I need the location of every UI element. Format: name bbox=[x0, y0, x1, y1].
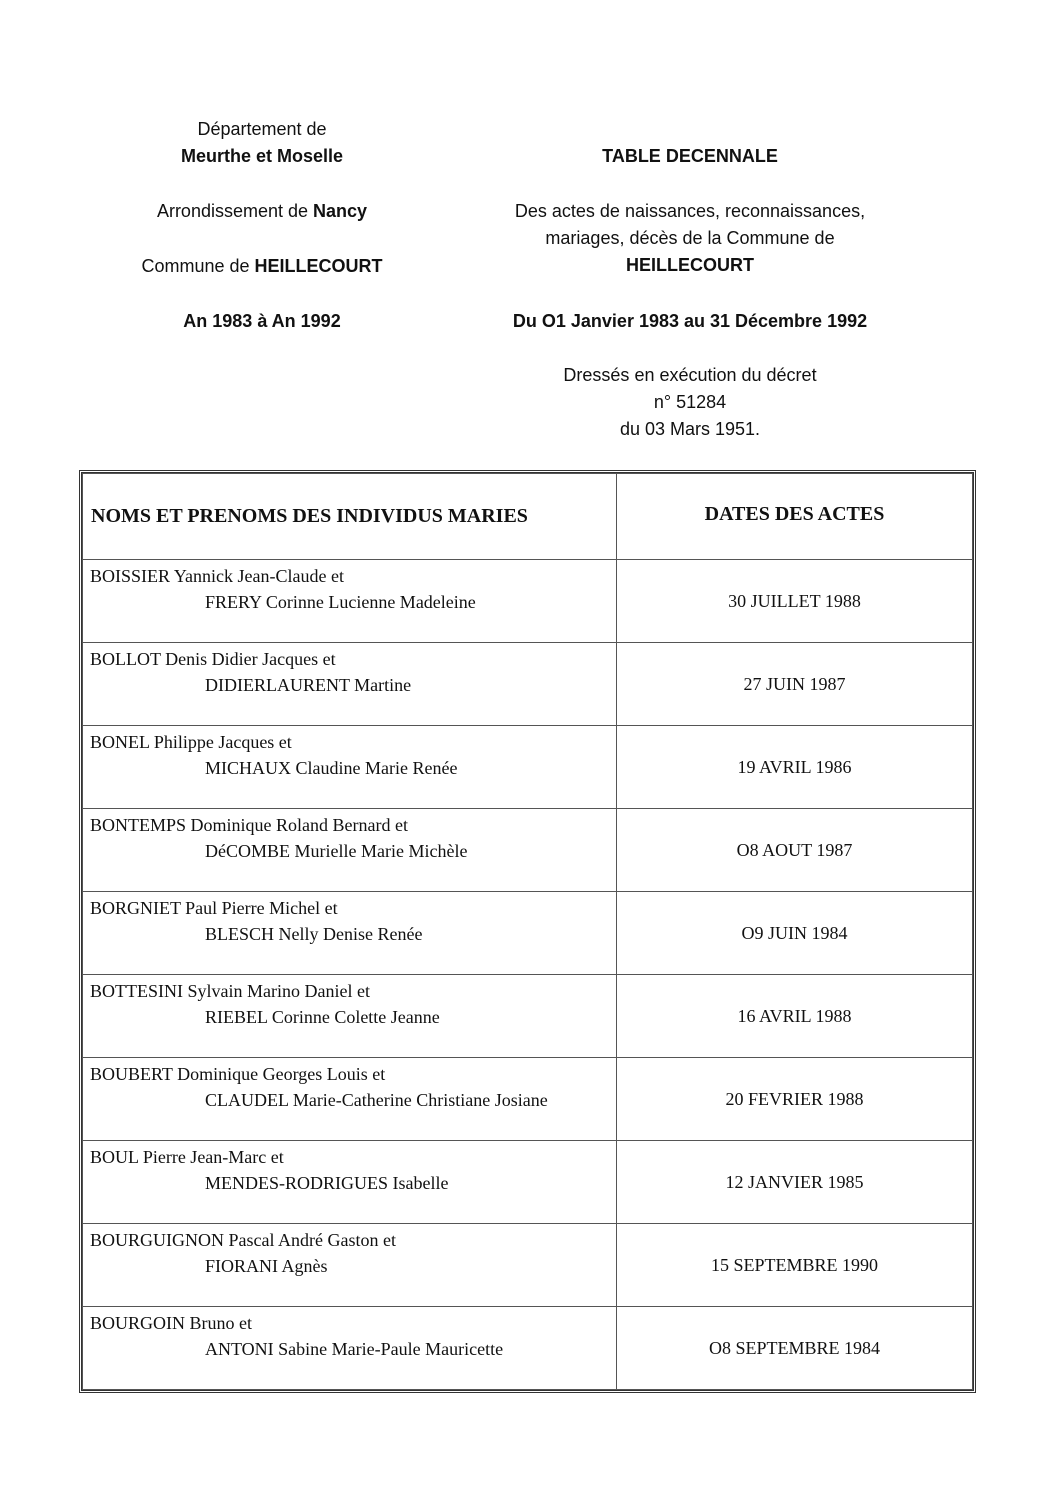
spouse-2: BLESCH Nelly Denise Renée bbox=[205, 924, 423, 944]
names-cell bbox=[83, 643, 617, 726]
names-cell bbox=[83, 726, 617, 809]
spouse-1: BOTTESINI Sylvain Marino Daniel et bbox=[90, 981, 370, 1001]
spouse-2: FIORANI Agnès bbox=[205, 1256, 328, 1276]
decree-line-1: Dressés en exécution du décret bbox=[563, 365, 817, 385]
names-cell bbox=[83, 809, 617, 892]
date-range: Du O1 Janvier 1983 au 31 Décembre 1992 bbox=[512, 311, 868, 331]
period-line: An 1983 à An 1992 bbox=[183, 311, 341, 331]
names-cell bbox=[83, 560, 617, 643]
names-cell bbox=[83, 1058, 617, 1141]
description-line-1: Des actes de naissances, reconnaissances, bbox=[514, 201, 866, 221]
column-header-dates: DATES DES ACTES bbox=[617, 474, 973, 560]
date-cell: 12 JANVIER 1985 bbox=[617, 1141, 973, 1224]
spouse-1: BONTEMPS Dominique Roland Bernard et bbox=[90, 815, 408, 835]
table-row bbox=[83, 892, 973, 975]
spouse-1: BONEL Philippe Jacques et bbox=[90, 732, 292, 752]
table-row bbox=[83, 1307, 973, 1390]
spouse-2: RIEBEL Corinne Colette Jeanne bbox=[205, 1007, 440, 1027]
commune-prefix: Commune de bbox=[141, 256, 255, 276]
spouse-2: FRERY Corinne Lucienne Madeleine bbox=[205, 592, 476, 612]
decree-date: du 03 Mars 1951. bbox=[619, 419, 761, 439]
description-line-2: mariages, décès de la Commune de bbox=[545, 228, 835, 248]
arrondissement-prefix: Arrondissement de bbox=[156, 201, 314, 221]
decree-block bbox=[470, 362, 910, 443]
spouse-1: BOLLOT Denis Didier Jacques et bbox=[90, 649, 336, 669]
names-cell bbox=[83, 1141, 617, 1224]
date-cell: O9 JUIN 1984 bbox=[617, 892, 973, 975]
department-block bbox=[92, 116, 432, 170]
commune-name: HEILLECOURT bbox=[254, 256, 383, 276]
spouse-1: BORGNIET Paul Pierre Michel et bbox=[90, 898, 338, 918]
document-description bbox=[470, 198, 910, 279]
date-cell: 20 FEVRIER 1988 bbox=[617, 1058, 973, 1141]
department-name: Meurthe et Moselle bbox=[180, 146, 344, 166]
spouse-2: DIDIERLAURENT Martine bbox=[205, 675, 412, 695]
spouse-2: MENDES-RODRIGUES Isabelle bbox=[205, 1173, 449, 1193]
table-row bbox=[83, 1141, 973, 1224]
date-cell: O8 SEPTEMBRE 1984 bbox=[617, 1307, 973, 1390]
names-cell bbox=[83, 1224, 617, 1307]
names-cell bbox=[83, 975, 617, 1058]
date-cell: 15 SEPTEMBRE 1990 bbox=[617, 1224, 973, 1307]
department-label: Département de bbox=[197, 119, 327, 139]
date-cell: 19 AVRIL 1986 bbox=[617, 726, 973, 809]
spouse-2: ANTONI Sabine Marie-Paule Mauricette bbox=[205, 1339, 504, 1359]
table-header-row bbox=[83, 474, 973, 560]
spouse-1: BOURGUIGNON Pascal André Gaston et bbox=[90, 1230, 396, 1250]
arrondissement-name: Nancy bbox=[313, 201, 368, 221]
spouse-1: BOURGOIN Bruno et bbox=[90, 1313, 252, 1333]
table-row bbox=[83, 560, 973, 643]
table-row bbox=[83, 643, 973, 726]
date-cell: 16 AVRIL 1988 bbox=[617, 975, 973, 1058]
spouse-1: BOUL Pierre Jean-Marc et bbox=[90, 1147, 284, 1167]
table-row bbox=[83, 809, 973, 892]
table-row bbox=[83, 726, 973, 809]
document-title: TABLE DECENNALE bbox=[602, 146, 778, 166]
arrondissement-line bbox=[92, 198, 432, 225]
names-cell bbox=[83, 1307, 617, 1390]
spouse-2: DéCOMBE Murielle Marie Michèle bbox=[205, 841, 468, 861]
date-cell: O8 AOUT 1987 bbox=[617, 809, 973, 892]
table-row bbox=[83, 975, 973, 1058]
marriage-table bbox=[79, 470, 976, 1393]
date-cell: 30 JUILLET 1988 bbox=[617, 560, 973, 643]
decree-number: n° 51284 bbox=[653, 392, 727, 412]
spouse-2: MICHAUX Claudine Marie Renée bbox=[205, 758, 458, 778]
table-row bbox=[83, 1058, 973, 1141]
description-commune: HEILLECOURT bbox=[626, 255, 754, 275]
spouse-1: BOUBERT Dominique Georges Louis et bbox=[90, 1064, 386, 1084]
column-header-names: NOMS ET PRENOMS DES INDIVIDUS MARIES bbox=[83, 474, 617, 560]
spouse-2: CLAUDEL Marie-Catherine Christiane Josiane bbox=[205, 1090, 548, 1110]
spouse-1: BOISSIER Yannick Jean-Claude et bbox=[90, 566, 344, 586]
table-row bbox=[83, 1224, 973, 1307]
date-cell: 27 JUIN 1987 bbox=[617, 643, 973, 726]
commune-line bbox=[92, 253, 432, 280]
names-cell bbox=[83, 892, 617, 975]
